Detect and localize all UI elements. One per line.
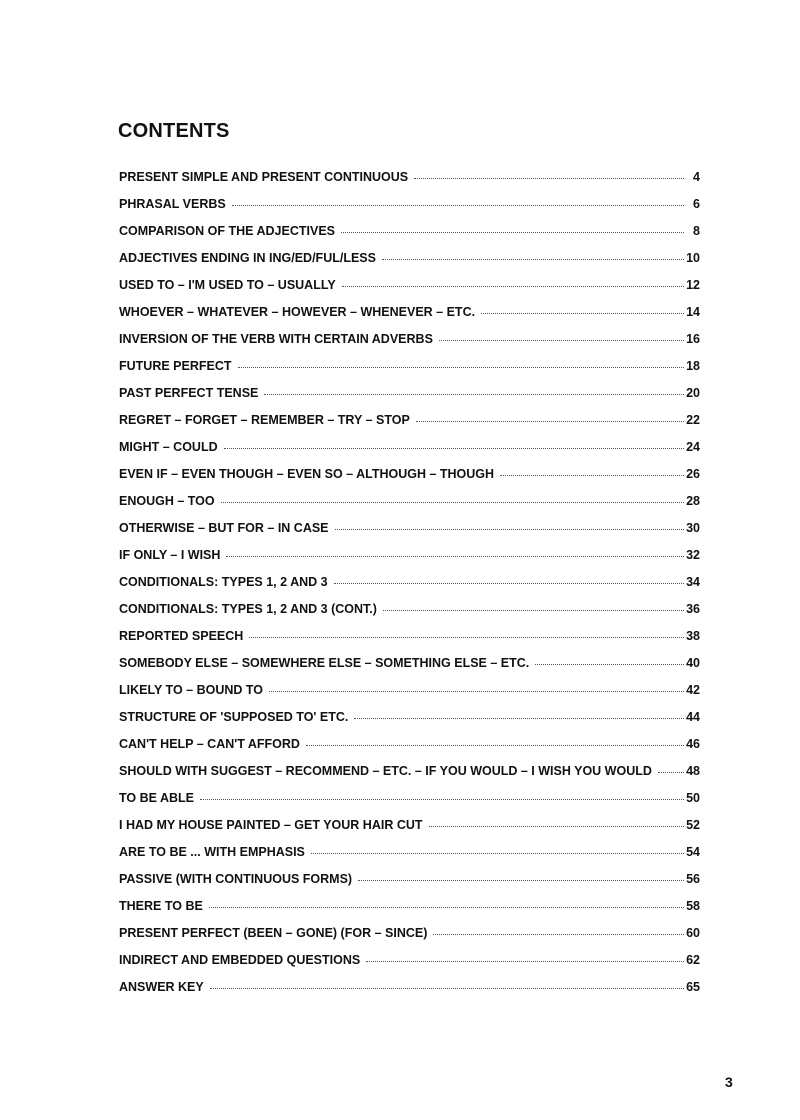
toc-entry xyxy=(119,521,700,548)
toc-entry-page: 52 xyxy=(686,818,700,832)
toc-leader-dots xyxy=(249,636,684,638)
toc-entry-title: COMPARISON OF THE ADJECTIVES xyxy=(119,224,335,238)
toc-entry-page: 62 xyxy=(686,953,700,967)
toc-entry-page: 6 xyxy=(693,197,700,211)
toc-entry xyxy=(119,899,700,926)
toc-entry xyxy=(119,224,700,251)
toc-entry-title: CONDITIONALS: TYPES 1, 2 AND 3 xyxy=(119,575,328,589)
toc-entry-title: PRESENT PERFECT (BEEN – GONE) (FOR – SINCE) xyxy=(119,926,428,940)
toc-entry-title: EVEN IF – EVEN THOUGH – EVEN SO – ALTHOUGH – THOUGH xyxy=(119,467,495,481)
toc-leader-dots xyxy=(535,663,684,665)
toc-entry-title: SOMEBODY ELSE – SOMEWHERE ELSE – SOMETHING ELSE – ETC. xyxy=(119,656,530,670)
toc-entry-title: OTHERWISE – BUT FOR – IN CASE xyxy=(119,521,329,535)
toc-entry xyxy=(119,872,700,899)
toc-leader-dots xyxy=(226,555,684,557)
toc-entry-page: 38 xyxy=(686,629,700,643)
toc-entry-page: 34 xyxy=(686,575,700,589)
toc-entry-page: 65 xyxy=(686,980,700,994)
toc-leader-dots xyxy=(200,798,684,800)
page-title: CONTENTS xyxy=(118,120,230,142)
toc-entry xyxy=(119,278,700,305)
toc-entry-page: 8 xyxy=(693,224,700,238)
toc-entry-title: PRESENT SIMPLE AND PRESENT CONTINUOUS xyxy=(119,170,409,184)
toc-entry-page: 24 xyxy=(686,440,700,454)
toc-leader-dots xyxy=(232,204,684,206)
toc-leader-dots xyxy=(238,366,685,368)
toc-entry-title: USED TO – I'M USED TO – USUALLY xyxy=(119,278,336,292)
toc-entry xyxy=(119,440,700,467)
toc-entry-page: 56 xyxy=(686,872,700,886)
toc-entry xyxy=(119,575,700,602)
toc-entry-page: 36 xyxy=(686,602,700,616)
toc-entry xyxy=(119,710,700,737)
toc-leader-dots xyxy=(269,690,684,692)
toc-entry-page: 16 xyxy=(686,332,700,346)
toc-entry-page: 48 xyxy=(686,764,700,778)
toc-leader-dots xyxy=(382,258,684,260)
toc-leader-dots xyxy=(383,609,684,611)
toc-entry-page: 46 xyxy=(686,737,700,751)
toc-leader-dots xyxy=(481,312,684,314)
toc-entry xyxy=(119,305,700,332)
toc-entry-page: 26 xyxy=(686,467,700,481)
toc-leader-dots xyxy=(335,528,684,530)
toc-entry-page: 44 xyxy=(686,710,700,724)
toc-entry xyxy=(119,737,700,764)
toc-entry-page: 54 xyxy=(686,845,700,859)
toc-leader-dots xyxy=(210,987,684,989)
toc-entry-page: 22 xyxy=(686,413,700,427)
toc-entry xyxy=(119,332,700,359)
toc-entry-title: PHRASAL VERBS xyxy=(119,197,226,211)
toc-entry-page: 50 xyxy=(686,791,700,805)
toc-leader-dots xyxy=(433,933,684,935)
toc-leader-dots xyxy=(224,447,684,449)
toc-entry-page: 14 xyxy=(686,305,700,319)
toc-entry-page: 10 xyxy=(686,251,700,265)
toc-leader-dots xyxy=(500,474,684,476)
toc-entry-title: PAST PERFECT TENSE xyxy=(119,386,259,400)
toc-entry xyxy=(119,413,700,440)
toc-leader-dots xyxy=(429,825,684,827)
toc-entry xyxy=(119,980,700,1007)
toc-leader-dots xyxy=(342,285,684,287)
toc-entry-title: REPORTED SPEECH xyxy=(119,629,244,643)
toc-leader-dots xyxy=(366,960,684,962)
toc-entry xyxy=(119,926,700,953)
toc-entry-title: REGRET – FORGET – REMEMBER – TRY – STOP xyxy=(119,413,410,427)
toc-leader-dots xyxy=(416,420,684,422)
toc-entry-title: PASSIVE (WITH CONTINUOUS FORMS) xyxy=(119,872,353,886)
toc-leader-dots xyxy=(334,582,684,584)
toc-entry xyxy=(119,467,700,494)
toc-entry xyxy=(119,629,700,656)
toc-entry-title: THERE TO BE xyxy=(119,899,203,913)
toc-entry-title: STRUCTURE OF 'SUPPOSED TO' ETC. xyxy=(119,710,349,724)
toc-leader-dots xyxy=(264,393,684,395)
toc-entry xyxy=(119,845,700,872)
toc-entry xyxy=(119,548,700,575)
toc-entry-page: 12 xyxy=(686,278,700,292)
toc-entry-title: MIGHT – COULD xyxy=(119,440,218,454)
toc-entry-page: 42 xyxy=(686,683,700,697)
toc-entry-title: WHOEVER – WHATEVER – HOWEVER – WHENEVER – ETC. xyxy=(119,305,476,319)
toc-entry-page: 4 xyxy=(693,170,700,184)
toc-leader-dots xyxy=(341,231,684,233)
toc-entry-title: FUTURE PERFECT xyxy=(119,359,232,373)
toc-entry xyxy=(119,953,700,980)
toc-entry-title: I HAD MY HOUSE PAINTED – GET YOUR HAIR CUT xyxy=(119,818,423,832)
page-number: 3 xyxy=(725,1074,733,1090)
toc-entry xyxy=(119,791,700,818)
toc-entry-title: CAN'T HELP – CAN'T AFFORD xyxy=(119,737,300,751)
toc-leader-dots xyxy=(414,177,684,179)
toc-entry-page: 20 xyxy=(686,386,700,400)
toc-entry xyxy=(119,494,700,521)
toc-leader-dots xyxy=(221,501,684,503)
toc-leader-dots xyxy=(354,717,684,719)
toc-leader-dots xyxy=(439,339,684,341)
toc-leader-dots xyxy=(311,852,684,854)
toc-entry-title: INVERSION OF THE VERB WITH CERTAIN ADVERBS xyxy=(119,332,433,346)
toc-entry xyxy=(119,170,700,197)
toc-entry-title: LIKELY TO – BOUND TO xyxy=(119,683,264,697)
toc-entry-page: 32 xyxy=(686,548,700,562)
toc-entry-title: TO BE ABLE xyxy=(119,791,195,805)
toc-entry xyxy=(119,197,700,224)
toc-entry-title: IF ONLY – I WISH xyxy=(119,548,221,562)
toc-entry xyxy=(119,602,700,629)
toc-leader-dots xyxy=(209,906,684,908)
toc-entry xyxy=(119,683,700,710)
toc-leader-dots xyxy=(306,744,684,746)
toc-entry-title: CONDITIONALS: TYPES 1, 2 AND 3 (CONT.) xyxy=(119,602,377,616)
toc-entry-title: ADJECTIVES ENDING IN ING/ED/FUL/LESS xyxy=(119,251,376,265)
toc-leader-dots xyxy=(658,771,684,773)
toc-entry xyxy=(119,251,700,278)
toc-entry xyxy=(119,818,700,845)
table-of-contents xyxy=(119,170,700,1007)
toc-entry-page: 58 xyxy=(686,899,700,913)
toc-entry-page: 40 xyxy=(686,656,700,670)
toc-entry-title: SHOULD WITH SUGGEST – RECOMMEND – ETC. – IF YOU WOULD – I WISH YOU WOULD xyxy=(119,764,652,778)
toc-entry-page: 18 xyxy=(686,359,700,373)
toc-entry-page: 28 xyxy=(686,494,700,508)
toc-entry-title: INDIRECT AND EMBEDDED QUESTIONS xyxy=(119,953,361,967)
toc-entry-title: ARE TO BE ... WITH EMPHASIS xyxy=(119,845,305,859)
toc-entry xyxy=(119,386,700,413)
toc-entry-page: 30 xyxy=(686,521,700,535)
toc-entry-page: 60 xyxy=(686,926,700,940)
toc-leader-dots xyxy=(358,879,684,881)
toc-entry-title: ANSWER KEY xyxy=(119,980,204,994)
toc-entry-title: ENOUGH – TOO xyxy=(119,494,215,508)
toc-entry xyxy=(119,656,700,683)
toc-entry xyxy=(119,359,700,386)
toc-entry xyxy=(119,764,700,791)
